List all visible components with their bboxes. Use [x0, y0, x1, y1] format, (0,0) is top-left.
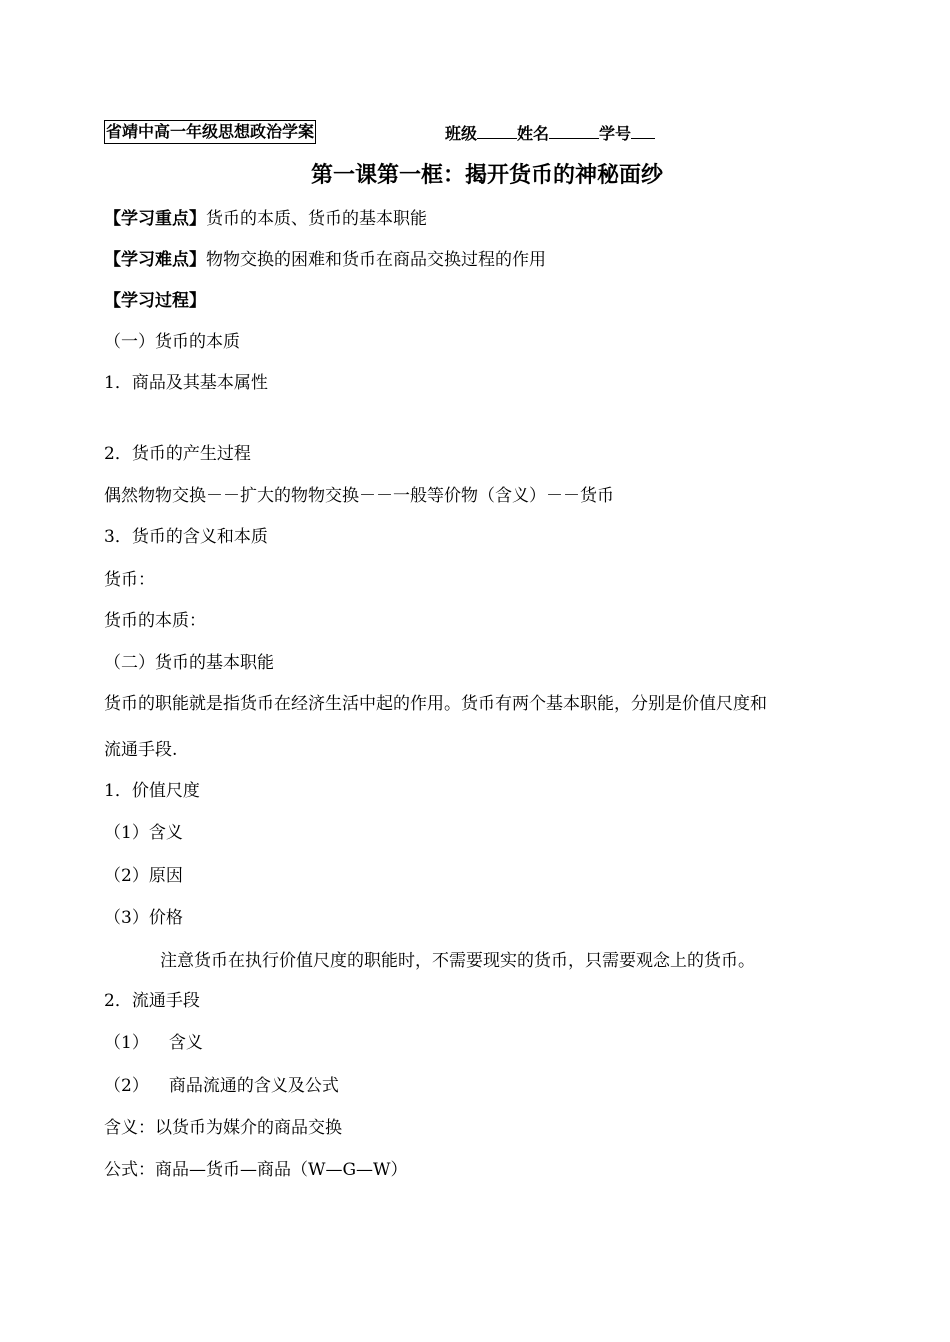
page-title: 第一课第一框：揭开货币的神秘面纱 — [310, 163, 663, 188]
money-origin-process: 偶然物物交换－－扩大的物物交换－－一般等价物（含义）－－货币 — [104, 486, 614, 506]
item-commodity-attributes: 1．商品及其基本属性 — [104, 373, 268, 393]
value-measure-note: 注意货币在执行价值尺度的职能时，不需要现实的货币，只需要观念上的货币。 — [160, 951, 755, 971]
learning-difficulty-text: 物物交换的困难和货币在商品交换过程的作用 — [206, 250, 546, 270]
learning-focus-text: 货币的本质、货币的基本职能 — [206, 209, 427, 229]
learning-focus — [104, 207, 427, 231]
learning-difficulty — [104, 248, 546, 272]
money-definition-prompt: 货币： — [104, 570, 155, 590]
item-money-origin: 2．货币的产生过程 — [104, 444, 251, 464]
commodity-circulation-number: （2） — [104, 1076, 149, 1096]
value-measure-price: （3）价格 — [104, 908, 183, 928]
value-measure-meaning: （1）含义 — [104, 823, 183, 843]
class-label: 班级 — [445, 124, 478, 143]
section-money-functions: （二）货币的基本职能 — [104, 653, 274, 673]
name-label: 姓名 — [517, 124, 550, 143]
learning-process-heading: 【学习过程】 — [104, 291, 206, 311]
item-value-measure: 1．价值尺度 — [104, 781, 200, 801]
circulation-meaning — [104, 1031, 203, 1055]
circulation-meaning-text: 含义 — [168, 1033, 203, 1053]
commodity-circulation-text: 商品流通的含义及公式 — [168, 1076, 339, 1096]
name-blank[interactable] — [549, 120, 599, 139]
item-circulation-means: 2．流通手段 — [104, 991, 200, 1011]
circulation-meaning-number: （1） — [104, 1033, 149, 1053]
functions-description-line2: 流通手段. — [104, 740, 178, 760]
student-info-fields — [445, 120, 655, 146]
school-name-box: 省靖中高一年级思想政治学案 — [104, 120, 316, 144]
worksheet-header — [104, 120, 864, 144]
circulation-formula: 公式：商品—货币—商品（W—G—W） — [104, 1160, 408, 1180]
circulation-definition: 含义：以货币为媒介的商品交换 — [104, 1118, 342, 1138]
class-blank[interactable] — [477, 120, 517, 139]
value-measure-reason: （2）原因 — [104, 866, 183, 886]
money-essence-prompt: 货币的本质： — [104, 611, 206, 631]
learning-difficulty-label: 【学习难点】 — [104, 250, 206, 270]
functions-description-line1: 货币的职能就是指货币在经济生活中起的作用。货币有两个基本职能，分别是价值尺度和 — [104, 694, 767, 714]
number-label: 学号 — [599, 124, 632, 143]
commodity-circulation — [104, 1074, 339, 1098]
learning-focus-label: 【学习重点】 — [104, 209, 206, 229]
section-money-essence: （一）货币的本质 — [104, 332, 240, 352]
item-money-meaning: 3．货币的含义和本质 — [104, 527, 268, 547]
number-blank[interactable] — [631, 120, 655, 139]
